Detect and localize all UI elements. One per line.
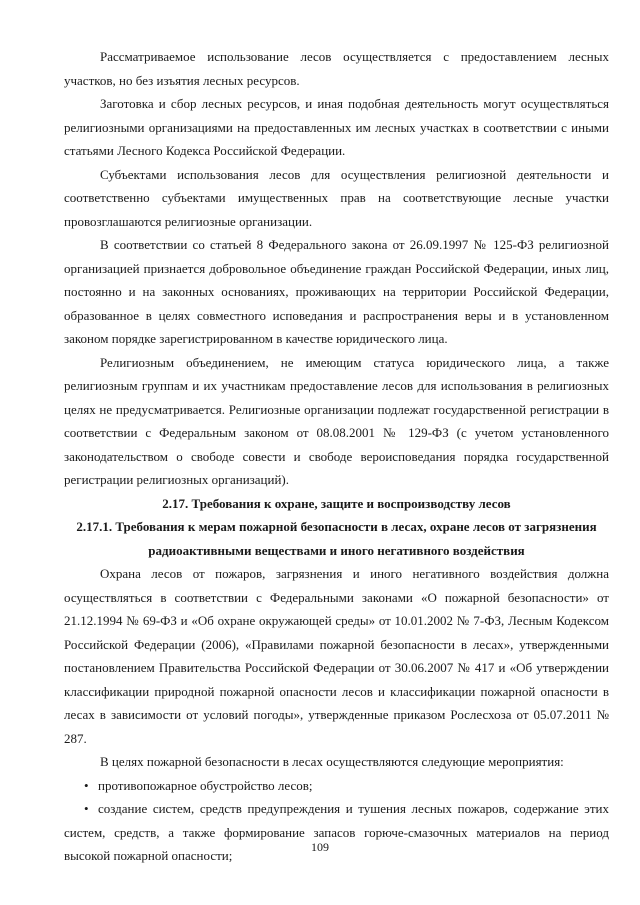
paragraph: Охрана лесов от пожаров, загрязнения и иного негативного воздействия должна осуществляться в соответствии с Федеральными законами «О пожарной безопасности» от 21.12.1994 № 69-ФЗ и «Об охране окружающей среды» от 10.01.2002 № 7-ФЗ, Лесным Кодексом Российской Федерации (2006), «Правилами пожарной безопасности в лесах», утвержденными постановлением Правительства Российской Федерации от 30.06.2007 № 417 и «Об утверждении классификации природной пожарной опасности лесов и классификации пожарной опасности в лесах в зависимости от условий погоды», утвержденные приказом Рослесхоза от 05.07.2011 № 287. (64, 566, 609, 746)
page-number: 109 (311, 840, 329, 854)
bullet-text: создание систем, средств предупреждения и тушения лесных пожаров, содержание этих систем, средств, а также формирование запасов горюче-смазочных материалов на период высокой пожарной опасности; (64, 801, 609, 863)
bullet-icon: • (84, 777, 89, 793)
bullet-text: противопожарное обустройство лесов; (98, 777, 313, 793)
bullet-icon: • (84, 801, 89, 816)
bullet-item (64, 797, 609, 868)
subsection-heading-line2: радиоактивными веществами и иного негативного воздействия (148, 542, 525, 558)
paragraph: Рассматриваемое использование лесов осуществляется с предоставлением лесных участков, но без изъятия лесных ресурсов. (64, 49, 609, 88)
paragraph: Субъектами использования лесов для осуществления религиозной деятельности и соответственно субъектами имущественных прав на соответствующие лесные участки провозглашаются религиозные организации. (64, 166, 609, 229)
page-body (64, 45, 609, 868)
paragraph: Религиозным объединением, не имеющим статуса юридического лица, а также религиозным группам и их участникам предоставление лесов для использования в религиозных целях не предусматривается. Религиозные организации подлежат государственной регистрации в соответствии с Федеральным законом от 08.08.2001 № 129-ФЗ (с учетом установленного законодательством о свободе совести и свободе вероисповедания порядка государственной регистрации религиозных организаций). (64, 354, 609, 487)
paragraph: В соответствии со статьей 8 Федерального закона от 26.09.1997 № 125-ФЗ религиозной организацией признается добровольное объединение граждан Российской Федерации, иных лиц, постоянно и на законных основаниях, проживающих на территории Российской Федерации, образованное в целях совместного исповедания и распространения веры и в установленном законом порядке зарегистрированном в качестве юридического лица. (64, 237, 609, 346)
paragraph: Заготовка и сбор лесных ресурсов, и иная подобная деятельность могут осуществляться религиозными организациями на предоставленных им лесных участках в соответствии с иными статьями Лесного Кодекса Российской Федерации. (64, 96, 609, 158)
subsection-heading-line1: 2.17.1. Требования к мерам пожарной безопасности в лесах, охране лесов от загрязнения (76, 519, 597, 534)
bullet-item (64, 774, 609, 798)
paragraph: В целях пожарной безопасности в лесах осуществляются следующие мероприятия: (100, 754, 564, 769)
section-heading: 2.17. Требования к охране, защите и воспроизводству лесов (162, 495, 511, 511)
